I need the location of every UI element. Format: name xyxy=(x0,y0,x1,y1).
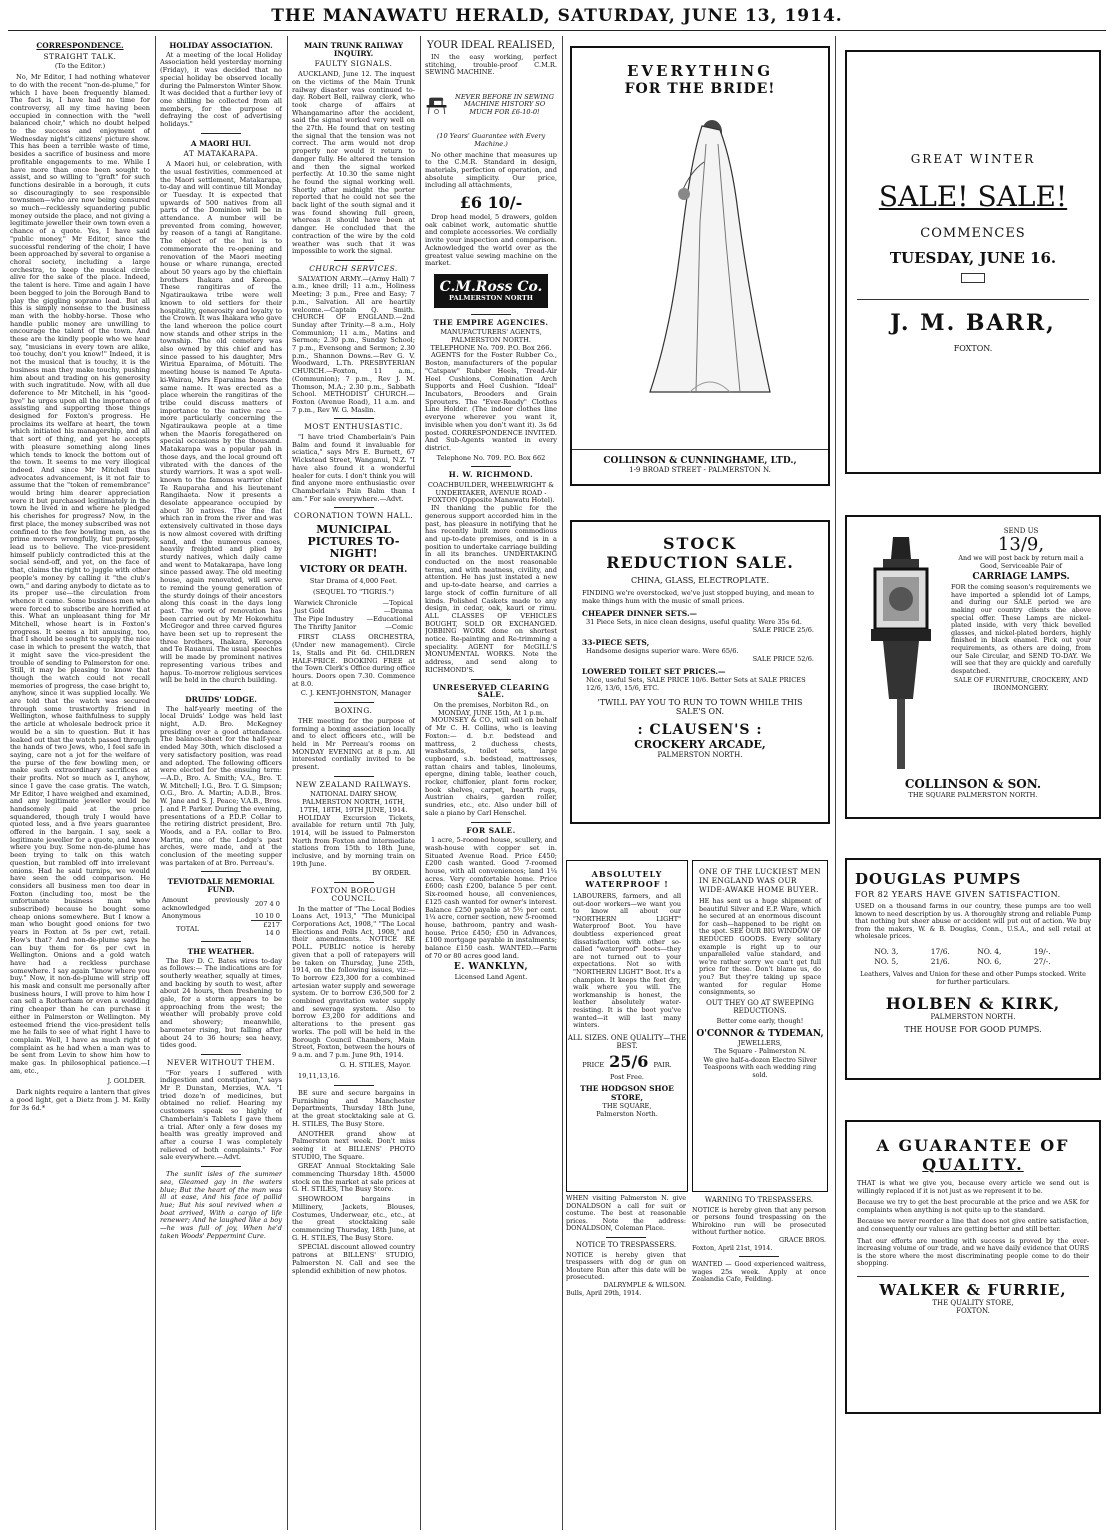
hall-heading: CORONATION TOWN HALL. xyxy=(293,511,414,521)
ad-item-desc: Handsome designs superior ware. Were 65/6. xyxy=(586,647,739,655)
article-body: HOLIDAY Excursion Tickets, available for return until 7th July, 1914, will be issued to Palmerston North from Foxton and intermediate stations from 15th to 18th June, inclusive, and by morning train on 19th June. xyxy=(292,813,415,868)
ad-body: THAT is what we give you, because every article we send out is willingly replaced if it is not just as we represent it to be. xyxy=(857,1179,1089,1195)
lamp-price: 13/9, xyxy=(997,534,1045,555)
article-body: A Maori hui, or celebration, with the usual festivities, commenced at the Maori settlement, Matakarapa, to-day and will continue till Monday or Tuesday. It is expected that upwards of 500 natives from all parts of the Dominion will be in attendance. A number will be prevented from coming, however, by reason of a tangi at Rangitane. The object of the hui is to commemorate the re-opening and renovation of the Maori meeting house or whare runanga, erected about 50 years ago by the chieftain brothers Ihakara and Kereopa. These rangitiras of the Ngatiraukawa tribe were well known to old settlers for their hospitality, generosity and loyalty to the Crown. It was Ihakara who gave the land whereon the police court now stands and other strips in the township. The old cemetery was also owned by this chief and has since passed to his daughter, Mrs Wiritua Eparaima, of Motuiti. The meeting house is named Te Aputa-ki-Wairau, Mrs Eparaima bears the same name. It was erected as a place wherein the rangitiras of the tribe could discuss matters of importance to the native race — more particularly concerning the Ngatiraukawa people at a time when the Maoris foregathered on special occasions by the thousand. Matakarapa was a popular pah in those days, and the local ground oft vibrated with the dances of the sturdy warriors. It was a spot well-known to the famous warrior chief Te Rauparaha and his lieutenant Rangihaeta. Now it presents a desolate appearance occupied by about 30 natives. The fine flat which ran in from the river and was extensively cultivated in those days is now almost covered with drifting sand, and the numerous canoes, heavily freighted and plied by sturdy natives, which daily came and went to Matakarapa, have long since passed away. The old meeting house, again renovated, will serve to remind the young generation of the sturdy doings of their ancestors along this coast in the days long past. The work of renovation has been carried out by Mr Hokowhitu McGregor and three carved figures have been set up to represent the three brothers, Ihakara, Kereopa and Te Rauanui. The usual speeches will be made by prominent natives representing various tribes and hapus. To-morrow religious services will be held in the church building. xyxy=(160,160,282,685)
ad-tel: Telephone No. 709. P.O. Box 662 xyxy=(436,453,546,462)
notice-body: NOTICE is hereby given that any person or persons found trespassing on the Whirokino run will be prosecuted without further notice. xyxy=(692,1205,826,1237)
bride-illustration-icon xyxy=(620,102,780,402)
fund-label: Amount previously acknowledged xyxy=(162,895,250,912)
table-row xyxy=(160,896,282,912)
ad-heading: FOR SALE. xyxy=(466,825,516,835)
winter-sale-ad xyxy=(845,50,1101,474)
ad-subheadline: FOR 82 YEARS HAVE GIVEN SATISFACTION. xyxy=(855,890,1061,899)
ad-item-desc: Nice, useful Sets, SALE PRICE 10/6. Better Sets at SALE PRICES 12/6, 13/6, 15/6, ETC. xyxy=(586,676,806,692)
ad-body: LABOURERS, farmers, and all out-door workers—we want you to know all about our "NORTHERN LIGHT" Waterproof Boot. You have doubtless experienced great dissatisfaction with other so-called "waterproof" boots—they are not turned out to your expectations. Not so with "NORTHERN LIGHT" Boot. It's a champion. It keeps the feet dry, walk where you will. The workmanship is honest, the leather absolutely water-resisting. It is the boot you've wanted—it will last many winters. xyxy=(573,892,681,1030)
bride-headline: EVERYTHING xyxy=(626,62,774,80)
machine-price: £6 10/- xyxy=(459,193,523,213)
ad-sub: COACHBUILDER, WHEELWRIGHT & UNDERTAKER, AVENUE ROAD - FOXTON (Opposite Manawatu Hotel). xyxy=(427,481,555,505)
firm-address: 1-9 BROAD STREET - PALMERSTON N. xyxy=(629,466,771,474)
ad-heading: UNRESERVED CLEARING SALE. xyxy=(432,682,550,700)
post-note: Post Free. xyxy=(610,1072,644,1081)
table-row xyxy=(292,599,415,607)
program-kind: —Topical xyxy=(382,599,413,608)
manager: C. J. KENT-JOHNSTON, Manager xyxy=(300,689,411,698)
store-type: JEWELLERS, xyxy=(738,1038,782,1047)
separator xyxy=(334,418,374,419)
separator xyxy=(334,507,374,508)
article-body: No, Mr Editor, I had nothing whatever to do with the recent "non-de-plume," for which I have been frequently blamed. The fact is, I have had no time for controversy, all my time having been occupied in connection with the "well balanced choir," which no doubt helped to the success and enjoyment of Wednesday night's citizens' picture show. This has been a terrible waste of time, besides a sacrifice of business and more profitable engagements to me. While I have more than once been sought to assist, and so willing to "graft" for such functions desirable in a borough, it cuts so discouragingly to see responsible townsmen—who are now being censured so much—recklessly squandering public money outside the place, and not giving a legitimate jeweller their own town even a chance of a quote. Yes, I have said "public money," Mr Editor, since the successful rendering of the choir, I have been approached by several to organise a choral society, including a large orchestra, to keep the musical circle alive for the sake of the place. Indeed, the talent is here. Time and again I have been begged to join the Borough Band to play the giggling soprano lead. But all this is simply nonsense to the business man with the hobby-horse. Those who handle public money are unwilling to encourage the talent of the town. And these are the kindly people who we hear say, "musicians in every town are alike, too touchy, don't you know!" Indeed, it is not the musical that is touchy, it is the business man they make touchy, pushing him about and trading on his generosity with such ingratitude. Now, with all due deference to Mr Mitchell, in his "good-bye" he urges upon all the importance of assisting and supporting those things designed for Foxton's progress. He proclaims its welfare at heart, the town which initiated his managership, and all that sort of thing, and yet he accepts with pleasure something along lines which tends to knock the bottom out of the town. It seems to me very illogical indeed. And since Mr Mitchell thus advocates advancement, is it not fair to assume that the "token of remembrance" would bring him dearer appreciation were it but purchased legitimately in the town he lived in and where he pledged his cherishes for progress? Now, in the first place, the money subscribed was not confined to the few bowling men, as the prime movers wrongfully, but purposely, lead us to believe. The vice-president himself publicly contradicted this at the social send-off, and yet, on the face of that, claims the right to juggle with other people's money by calling it "the club's own," and daring anybody to dictate as to its proper use—the circulation from whence it came. Some business men who were forced to subscribe are horrified at this. What an unpleasant thing for Mr Mitchell, whose heart is in Foxton's progress. It seems a bit amusing, too, that I should be sought to supply the nice case in which to present the watch, that it might save the vice-president the trouble of sending to Palmerston for one. Still, it may be pleasing to know that though the watch could not recall memories of progress, the case bright to, anyhow, since it was supplied locally. We are told that the watch was secured through some trustworthy friend in Wellington, whose faithfulness to supply the article at wholesale bedrock price it would be a sin to question. But it has leaked out that the watch passed through the hands of two Jews, who, I feel safe in saying, care not a jot for the welfare of the purse of the few bowling men, or make such extraordinary sacrifices at their profits. Not so much as I, anyhow, since I gave the case gratis. The watch, Mr Editor, I have weighed and examined, and any legitimate jeweller would be handsomely paid at the price squandered, though truly I would have quoted less, and a five years guarantee offered in the bargain. I say, seek a legitimate jeweller for a quote, and know where you buy. Some non-de-plume has been trying to talk on this watch question, but rambled off into irrelevant onions. Had he said turnips, we would have seen the odd comparison. He considers all business men too dear in Foxton (including too, most be the unfortunate business man who subscribed) because he bought some cheap onions somewhere. But I know a man who bought good onions for two years in Foxton at 5s per cwt, retail. How's that? And non-de-plume says he can buy them for 6s per cwt in Wellington. Onions and a gold watch have had a reckless purchase somewhere. I say again "know where you buy." Now, it non-de-plume will strip off his mask and consult me personally after business hours, I will prove to him how I can sell a Rotherham or even a wedding ring cheaper than he can purchase it either in Palmerston or Wellington. My esteemed friend the vice-president tells me he fails to see of what right I have to complain. Well, I have as much right of complaint as he had when a man was to be sent from Levin to show him how to make gas. In philosophical patience.—I am, etc., xyxy=(10,73,150,1075)
store-name: HOLBEN & KIRK, xyxy=(885,994,1061,1014)
program-kind: —Educational xyxy=(366,615,413,624)
column-divider xyxy=(420,36,421,1530)
separator xyxy=(334,702,374,703)
column-advertisements xyxy=(425,36,557,1530)
bride-ad xyxy=(570,46,830,486)
ad-headline: GREAT WINTER xyxy=(910,152,1036,166)
ad-heading: H. W. RICHMOND. xyxy=(448,470,534,480)
ad-line: SHOWROOM bargains in Millinery, Jackets, Blouses, Costumes, Underwear, etc., etc., at the great stocktaking sale commencing Thursday, 18th June, at G. H. STILES, The Busy Store. xyxy=(292,1195,415,1242)
separator xyxy=(201,689,241,690)
store-address: THE SQUARE, xyxy=(602,1101,652,1110)
section-heading: DRUIDS' LODGE. xyxy=(185,694,257,704)
article-body: At a meeting of the local Holiday Association held yesterday morning (Friday), it was decided that no special holiday be observed locally during the Palmerston Winter Show. It was decided that a further levy of one shilling be collected from all members, for the purpose of defraying the cost of advertising holidays." xyxy=(160,50,282,129)
store-name: CROCKERY ARCADE, xyxy=(634,738,766,751)
separator xyxy=(201,133,241,134)
footer-note: Dark nights require a lantern that gives a good light, get a Dietz from J. M. Kelly for 3s 6d.* xyxy=(10,1088,150,1112)
store-address: PALMERSTON NORTH. xyxy=(930,1013,1016,1022)
store-address: The Square - Palmerston N. xyxy=(713,1046,807,1055)
pictures-heading: MUNICIPAL PICTURES TO-NIGHT! xyxy=(307,523,400,561)
column-divider xyxy=(155,36,156,1530)
ornament-icon xyxy=(961,273,985,283)
logo-subtext: PALMERSTON NORTH xyxy=(448,293,534,302)
ad-note: Leathers, Valves and Union for these and other Pumps stocked. Write for further particulars. xyxy=(860,969,1086,986)
price-label: PRICE xyxy=(582,1060,605,1069)
ad-headline: QUALITY. xyxy=(922,1155,1024,1174)
mayor: G. H. STILES, Mayor. xyxy=(339,1060,411,1069)
store-address: PALMERSTON NORTH. xyxy=(657,751,743,759)
program-name: The Thrifty Janitor xyxy=(294,623,357,632)
pump-price: 17/6. xyxy=(930,946,950,956)
notices-right xyxy=(692,1195,826,1284)
section-heading: TEVIOTDALE MEMORIAL FUND. xyxy=(167,877,275,895)
price-unit: PAIR. xyxy=(653,1060,672,1069)
sale-date: TUESDAY, JUNE 16. xyxy=(889,249,1057,267)
table-row xyxy=(292,615,415,623)
notice-heading: WARNING TO TRESPASSERS. xyxy=(704,1196,814,1204)
ad-headline: REDUCTION SALE. xyxy=(606,553,794,572)
ad-headline: STOCK xyxy=(662,534,738,553)
fund-amount: 10 10 0 xyxy=(254,911,280,920)
section-heading: HOLIDAY ASSOCIATION. xyxy=(169,41,273,50)
fund-amount: 207 4 0 xyxy=(254,899,280,908)
separator xyxy=(334,776,374,777)
quality-guarantee-ad xyxy=(845,1120,1101,1414)
douglas-pumps-ad xyxy=(845,858,1101,1080)
table-row xyxy=(160,912,282,921)
fund-amount: £217 14 0 xyxy=(251,920,282,937)
separator xyxy=(471,679,511,680)
waterproof-ad xyxy=(566,860,688,1192)
section-heading: MOST ENTHUSIASTIC. xyxy=(304,422,403,432)
article-body: "I have tried Chamberlain's Pain Balm and found it invaluable for sciatica," says Mrs E. Burnett, 67 Wickstead Street, Wanganui, N.Z. "I have also found it a wonderful healer for cuts. I don't think you will find anyone more enthusiastic over Chamberlain's Pain Balm than I am." For sale everywhere.—Advt. xyxy=(292,433,415,503)
ad-body: Drop head model, 5 drawers, golden oak cabinet work, automatic shuttle and complete accessories. We cordially invite your inspection and comparison. Acknowledged the world over as the greatest value sewing machine on the market. xyxy=(425,213,557,268)
article-sub: (To the Editor.) xyxy=(54,62,106,71)
separator xyxy=(201,1166,241,1167)
silver-ad xyxy=(692,860,828,1192)
firm-name: COLLINSON & CUNNINGHAME, LTD., xyxy=(603,456,797,466)
column-divider xyxy=(562,36,563,1530)
notice-signature: GRACE BROS. xyxy=(778,1235,826,1244)
ad-note: Better come early, though! xyxy=(716,1016,804,1025)
ad-item-price: SALE PRICE 25/6. xyxy=(752,626,814,634)
pump-no: NO. 6, xyxy=(977,956,1002,966)
ad-line: ANOTHER grand show at Palmerston next week. Don't miss seeing it at BILLENS' PHOTO STUDIO, The Square. xyxy=(292,1129,415,1161)
article-body: The Rev D. C. Bates wires to-day as follows:— The indications are for southerly weather, squally at times, and backing by south to west, after about 24 hours, then freshening to gale, for a storm appears to be approaching from the west; the weather will probably prove cold and showery; meanwhile, barometer rising, but falling after about 24 to 36 hours; sea heavy, tides good. xyxy=(160,956,282,1050)
fund-label: TOTAL xyxy=(176,924,199,933)
never-before: NEVER BEFORE IN SEWING MACHINE HISTORY SO MUCH FOR £6-10-0! xyxy=(455,92,554,116)
notice-heading: NOTICE TO TRESPASSERS. xyxy=(575,1240,677,1249)
separator xyxy=(606,1237,646,1238)
notice-signature: DALRYMPLE & WILSON. xyxy=(603,1280,686,1289)
carriage-lamps-ad xyxy=(845,515,1101,819)
table-row xyxy=(872,947,1074,957)
ad-body: That our efforts are meeting with success is proved by the ever-increasing volume of our trade, and we have daily evidence that OURS is the store where the most discriminating people come to do their shopping. xyxy=(857,1236,1089,1268)
cm-ross-logo xyxy=(434,274,548,308)
ad-line: SPECIAL discount allowed country patrons at BILLENS' STUDIO, Palmerston N. Call and see the splendid exhibition of new photos. xyxy=(292,1243,415,1275)
ad-body: Because we try to get the best procurable at the price and we ASK for complaints when anything is not quite up to the standard. xyxy=(857,1198,1089,1214)
feature-title: VICTORY OR DEATH. xyxy=(299,565,408,576)
pump-price: 21/6. xyxy=(930,956,950,966)
store-name: THE HODGSON SHOE STORE, xyxy=(580,1083,674,1102)
article-body: In the matter of "The Local Bodies Loans Act, 1913," "The Municipal Corporations Act, 1908," "The Local Elections and Polls Act, 1908," and their amendments. NOTICE RE POLL. PUBLIC notice is hereby given that a poll of ratepayers will be taken on Thursday, June 25th, 1914, on the following issues, viz:— To borrow £23,300 for a combined artesian water supply and sewerage system. Or to borrow £36,500 for 2 combined gravitation water supply and sewerage system. Also to borrow £3,200 for additions and alterations to the present gas works. The poll will be held in the Borough Council Chambers, Main Street, Foxton, between the hours of 9 a.m. and 7 p.m. June 9th, 1914. xyxy=(292,904,415,1059)
program-name: The Pipe Industry xyxy=(294,615,354,624)
price-row xyxy=(567,1052,687,1071)
section-heading: FOXTON BOROUGH COUNCIL. xyxy=(311,886,396,903)
order: BY ORDER. xyxy=(372,869,411,878)
bride-subheadline: FOR THE BRIDE! xyxy=(624,81,776,97)
program-table xyxy=(292,599,415,631)
section-heading: CORRESPONDENCE. xyxy=(36,41,124,50)
ad-body: MOUNSEY & CO., will sell on behalf of Mr C. H. Collins, who is leaving Foxton:— d. b.r. bedstead and mattress, 2 duchess chests, washstands, toilet sets, large cupboard, s.b. bedstead, mattresses, rattan chairs and tables, linoleums, epergne, dining table, leather couch, rocker, chiffonier, plant form rocker, book shelves, carpet, hearth rugs, Austrian chairs, garden roller, sundries, etc., etc. Also under bill of sale a piano by Carl Henschel. xyxy=(425,716,557,817)
ad-subheadline: COMMENCES xyxy=(920,226,1026,241)
table-row xyxy=(292,607,415,615)
separator xyxy=(201,1054,241,1055)
program-name: Just Gold xyxy=(294,607,325,616)
article-body: "For years I suffered with indigestion and constipation," says Mr P. Dunstan, Merzies, W.A. "I tried doze'n of medicines, but obtained no relief. Hearing my customers speak so highly of Chamberlain's Tablets I gave them a trial. After only a few doses my health was greatly improved and after a course I was completely relieved of both complaints." For sale everywhere.—Advt. xyxy=(160,1068,282,1162)
feature-sub: Star Drama of 4,000 Feet. xyxy=(309,577,398,586)
separator xyxy=(334,882,374,883)
pump-no: NO. 5, xyxy=(874,956,899,966)
store-address: THE SQUARE PALMERSTON NORTH. xyxy=(908,791,1038,799)
notices-left xyxy=(566,1195,686,1297)
ad-sub: MANUFACTURERS' AGENTS, PALMERSTON NORTH. xyxy=(440,328,542,345)
store-name: : CLAUSEN'S : xyxy=(637,722,763,738)
store-name: WALKER & FURRIE, xyxy=(879,1280,1067,1299)
pump-price: 27/-. xyxy=(1033,956,1051,966)
sewing-ad-graphic xyxy=(425,81,557,129)
ad-headline: ABSOLUTELY xyxy=(591,869,663,879)
separator xyxy=(334,1085,374,1086)
signature: J. GOLDER. xyxy=(107,1076,146,1085)
separator xyxy=(471,314,511,315)
ad-heading: YOUR IDEAL REALISED, xyxy=(427,40,555,51)
separator xyxy=(471,822,511,823)
section-heading: MAIN TRUNK RAILWAY INQUIRY. xyxy=(303,41,404,58)
ad-headline: A GUARANTEE OF xyxy=(876,1136,1070,1155)
section-heading: NEW ZEALAND RAILWAYS. xyxy=(295,779,412,789)
column-divider xyxy=(287,36,288,1530)
separator xyxy=(471,466,511,467)
lamp-ad-footer xyxy=(847,777,1099,799)
lamp-ad-text xyxy=(951,527,1091,693)
ad-tel: TELEPHONE No. 709. P.O. Box 266. xyxy=(430,343,552,352)
ad-tagline: 'TWILL PAY YOU TO RUN TO TOWN WHILE THIS SALE'S ON. xyxy=(597,698,803,716)
ad-body: FOR the coming season's requirements we have imported a splendid lot of Lamps, and during our SALE period we are making our country clients the above special offer. These Lamps are nickel-plated inside, with very thick bevelled glasses, and nickel-plated borders, highly finished in black enamel. Pick out your requirements, as others are doing, from our Sale Circular, and SEND TO-DAY. We will see that they are quickly and carefully despatched. xyxy=(951,583,1091,675)
column-divider xyxy=(835,36,836,1530)
ad-lead: SEND US xyxy=(1003,527,1039,535)
masthead: THE MANAWATU HERALD, SATURDAY, JUNE 13, 1914. xyxy=(271,6,843,26)
ad-tagline: THE HOUSE FOR GOOD PUMPS. xyxy=(904,1025,1042,1035)
pump-price: 19/-. xyxy=(1033,946,1051,956)
ad-headline: ONE OF THE LUCKIEST MEN IN ENGLAND WAS OUR WIDE-AWAKE HOME BUYER. xyxy=(699,867,821,894)
program-kind: —Drama xyxy=(383,607,413,616)
ad-line: GREAT Annual Stocktaking Sale commencing Thursday 18th. 45000 stock on the market at sale prices at G. H. STILES, The Busy Store. xyxy=(292,1162,415,1194)
ad-body: IN the easy working, perfect stitching, trouble-proof C.M.R. SEWING MACHINE. xyxy=(425,53,557,77)
railway-sub: NATIONAL DAIRY SHOW, PALMERSTON NORTH, 16TH, 17TH, 18TH, 19TH JUNE, 1914. xyxy=(299,790,408,814)
notice-date: Foxton, April 21st, 1914. xyxy=(692,1243,773,1252)
store-name: O'CONNOR & TYDEMAN, xyxy=(696,1028,824,1039)
column-news-notices xyxy=(292,36,415,1530)
separator xyxy=(334,260,374,261)
program-kind: —Comic xyxy=(385,623,413,632)
ad-headline-sale: SALE! SALE! xyxy=(878,180,1068,213)
ad-sub: On the premises, Norbiton Rd., on MONDAY, JUNE 15th, At 1 p.m. xyxy=(433,701,549,717)
pump-no: NO. 4, xyxy=(977,946,1002,956)
wanted-ad: WANTED — Good experienced waitress, wages 25s week. Apply at once Zealandia Cafe, Feilding. xyxy=(692,1260,826,1284)
fund-table xyxy=(160,896,282,937)
section-heading: BOXING. xyxy=(334,706,373,716)
article-body: THE meeting for the purpose of forming a boxing association locally and to elect officers etc., will be held in Mr Perreau's rooms on MONDAY EVENING at 8 p.m. All interested cordially invited to be present. xyxy=(292,716,415,772)
table-row xyxy=(160,920,282,937)
ad-body: And we will post back by return mail a Good, Serviceable Pair of xyxy=(958,554,1084,570)
stock-reduction-ad xyxy=(570,520,830,824)
section-heading: NEVER WITHOUT THEM. xyxy=(166,1057,276,1067)
ad-body: HE has sent us a huge shipment of beautiful Silver and E.P. Ware, which he secured at an enormous discount for cash—happened to be right on the spot. SEE OUR BIG WINDOW OF REDUCED GOODS. Every solitary example is right up to our unparalleled value standard, and we're rather sorry we can't get full price for these. Don't blame us, do you? But they're taking up space wanted for regular Home consignments, so xyxy=(699,897,821,997)
ad-item: 33-PIECE SETS, xyxy=(582,638,650,647)
ad-body: IN thanking the public for the generous support accorded him in the past, has pleasure in notifying that he has recently built more commodious and up-to-date premises, and is in a position to undertake carriage building in all its branches. UNDERTAKING conducted on the most reasonable terms, and with neatness, civility, and attention. He has just instated a new and up-to-date hearse, and carries a large stock of coffin furniture of all kinds. Polished Caskets made to any design, in cedar, oak, kauri or rimu. ALL CLASSES OF VEHICLES BOUGHT, SOLD OR EXCHANGED. JOBBING WORK done on shortest notice. Re-painting and Re-trimming a speciality. AGENT for McGILL'S MONUMENTAL WORKS. Note the address, and send along to RICHMOND'S. xyxy=(425,504,557,674)
ad-body: SALE OF FURNITURE, CROCKERY, AND IRONMONGERY. xyxy=(953,676,1089,692)
carriage-lamp-icon xyxy=(853,529,949,779)
ad-sizes: ALL SIZES. ONE QUALITY—THE BEST. xyxy=(567,1033,687,1050)
dates: 19,11,13,16. xyxy=(298,1072,340,1081)
column-local-news xyxy=(160,36,282,1530)
section-heading: A MAORI HUI. xyxy=(190,138,252,148)
ad-heading: THE EMPIRE AGENCIES. xyxy=(433,317,549,327)
store-city: Palmerston North. xyxy=(596,1109,658,1118)
ad-body: We give half-a-dozen Electro Silver Teaspoons with each wedding ring sold. xyxy=(703,1055,817,1079)
ad-headline: CARRIAGE LAMPS. xyxy=(972,572,1070,583)
bride-footer xyxy=(572,449,828,474)
store-name: J. M. BARR, xyxy=(890,310,1056,336)
sewing-machine-icon xyxy=(425,81,448,129)
section-heading: THE WEATHER. xyxy=(187,946,255,956)
store-city: FOXTON. xyxy=(956,1306,990,1315)
ad-line: BE sure and secure bargains in Furnishing and Manchester Departments, Thursday 18th June, at the great stocktaking sale at G. H. STILES, The Busy Store. xyxy=(292,1089,415,1128)
column-correspondence xyxy=(10,36,150,1530)
orchestra-note: FIRST CLASS ORCHESTRA, (Under new management). Circle 1s, Stalls and Pit 6d. CHILDREN HALF-PRICE. BOOKING FREE at the Town Clerk's Office during office hours. Doors open 7.30. Commence at 8.0. xyxy=(292,633,415,688)
program-name: Warwick Chronicle xyxy=(294,599,358,608)
ad-headline: DOUGLAS PUMPS xyxy=(855,870,1022,888)
agent-title: Licensed Land Agent. xyxy=(454,973,528,982)
pump-no: NO. 3, xyxy=(874,946,899,956)
guarantee-note: (10 Years' Guarantee with Every Machine.) xyxy=(436,132,546,148)
notice-date: Bulls, April 29th, 1914. xyxy=(566,1288,642,1297)
article-body: SALVATION ARMY.—(Army Hall) 7 a.m., knee drill; 11 a.m., Holiness Meeting; 3 p.m., Free and Easy; 7 p.m., Salvation. All are heartily welcome.—Captain Q. Smith. CHURCH OF ENGLAND.—2nd Sunday after Trinity.—8 a.m., Holy Communion; 11 a.m., Matins and Sermon; 2.30 p.m., Sunday School; 7 p.m., Evensong and Sermon; 2.30 p.m., Shannon Downs.—Rev G. V. Woodward, L.Th. PRESBYTERIAN CHURCH.—Foxton, 11 a.m., (Communion); 7 p.m., Rev J. M. Thomson, M.A.; 2.30 p.m., Sabbath School. METHODIST CHURCH.—Foxton (Avenue Road), 11 a.m. and 7 p.m., Rev W. G. Maslin. xyxy=(292,274,415,414)
ad-body: USED on a thousand farms in our country, these pumps are too well known to need description by us. A thoroughly strong and reliable Pump that nothing but sheer abuse or accident will put out of action. We buy from the makers, W. & B. Douglas, Conn., U.S.A., and sell retail at wholesale prices. xyxy=(855,902,1091,941)
ad-body: No other machine that measures up to the C.M.R. Standard in design, materials, perfection of operation, and absolute simplicity. Our price, including all attachments, xyxy=(425,150,557,190)
ad-item-price: SALE PRICE 52/6. xyxy=(752,655,814,663)
table-row xyxy=(872,957,1074,967)
ad-body: FINDING we're overstocked, we've just stopped buying, and mean to make things hum with the music of small prices. xyxy=(582,589,814,605)
article-body: AUCKLAND, June 12. The inquest on the victims of the Main Trunk railway disaster was continued to-day. Robert Bell, railway clerk, who took charge of affairs at Whangamarino after the accident, said the signal worked very well on the 27th. He found that on testing the signal that the tension was not correct. The arm would not drop properly nor would it return to danger fully. He altered the tension and then the signal worked perfectly. At 10.30 the same night he found the signal working well. Shortly after midnight the porter reported that he could not see the back light of the south signal and it was found showing full green, whereas it should have been at danger. He concluded that the contraction of the wire by the cold weather was such that it was impossible to work the signal. xyxy=(292,70,415,256)
feature-sequel: (SEQUEL TO "TIGRIS.") xyxy=(313,587,394,596)
ad-item: LOWERED TOILET SET PRICES.— xyxy=(582,667,726,676)
article-body: The half-yearly meeting of the local Druids' Lodge was held last night, A.D. Bro. McKegney presiding over a good attendance. The balance-sheet for the half-year ended May 30th, which disclosed a very satisfactory position, was read and adopted. The following officers were elected for the ensuing term:—A.D., Bro. A. Smith; V.A., Bro. T. W. Mitchell; I.G., Bro. T. G. Simpson; O.G., Bro. A. Martin; A.D.B., Bros. W. Jane and S. J. Peace; V.A.B., Bros. J. and P. Parker. During the evening, presentations of a P.D.P. Collar to the retiring district president, Bro. Woods, and a P.A. collar to Bro. Martin, one of the Lodge's past arches, were made, and at the conclusion of the meeting supper was partaken of at Bro. Perreau's. xyxy=(160,704,282,867)
agent-name: E. WANKLYN, xyxy=(453,961,529,972)
ad-subheadline: CHINA, GLASS, ELECTROPLATE. xyxy=(630,576,769,585)
boot-price: 25/6 xyxy=(609,1051,649,1071)
store-city: FOXTON. xyxy=(953,344,993,353)
poem: The sunlit isles of the summer sea, Gleamed gay in the waters blue; But the heart of the man was ill at ease, And his face of pallid hue; But his soul revived when a boat arrived, With a cargo of life renewer; And he laughed like a boy—he was full of joy, When he'd taken Woods' Peppermint Cure. xyxy=(160,1170,282,1240)
table-row xyxy=(292,623,415,631)
pump-price-table xyxy=(872,947,1074,967)
ad-item: CHEAPER DINNER SETS.— xyxy=(582,609,698,618)
section-subheading: FAULTY SIGNALS. xyxy=(314,59,393,69)
fund-label: Anonymous xyxy=(162,912,201,921)
ad-body: 1 acre, 5-roomed house, scullery, and wash-house with copper set in. Situated Avenue Road. Price £450; £200 cash wanted. Good 7-roomed house, with all conveniences; land 1¼ acres. Very comfortable home. Price £600; cash £200, balance 5 per cent. Six-roomed house, all conveniences, £125 cash wanted for owner's interest. Balance £250 payable at 5½ per cent. 1¼ acre, corner section, new 5-roomed house, bathroom, pantry and wash-house. Price £450; £50 in Advances, £100 mortgage payable in instalments; balance £150 cash. WANTED.—Farm of 70 or 80 acres good land. xyxy=(425,836,557,960)
section-heading: CHURCH SERVICES. xyxy=(309,263,398,273)
ad-body: AGENTS for the Foster Rubber Co., Boston, manufacturers of the popular "Catspaw" Rubber Heels, Tread-Air Heel Cushions, Combination Arch Supports and Heel Cushion. "Ideal" Incubators, Brooders and Grain Sprouters. The "Ever-Ready" Clothes Line Holder. (The indoor clothes line everyone wherever you want it, invisible when you don't want it). 3s 6d posted. CORRESPONDENCE INVITED. And Sub-Agents wanted in every district. xyxy=(425,351,557,452)
masthead-rule xyxy=(8,30,1106,31)
store-name: COLLINSON & SON. xyxy=(904,777,1042,791)
separator xyxy=(201,941,241,942)
ad-item-desc: 31 Piece Sets, in nice clean designs, useful quality. Were 35s 6d. xyxy=(586,618,802,626)
ad-headline: WATERPROOF ! xyxy=(585,879,669,889)
ad-body: WHEN visiting Palmerston N. give DONALDSON a call for suit or costume. The best at reasonable prices. Note the address: DONALDSON, Coleman Place. xyxy=(566,1194,686,1233)
section-subheading: AT MATAKARAPA. xyxy=(183,149,259,159)
ad-tagline: OUT THEY GO AT SWEEPING REDUCTIONS. xyxy=(706,998,814,1015)
store-tagline: THE QUALITY STORE, xyxy=(932,1298,1014,1307)
separator xyxy=(739,1256,779,1257)
notice-body: NOTICE is hereby given that trespassers with dog or gun on Moutere Run after this date will be prosecuted. xyxy=(566,1250,686,1282)
article-title: STRAIGHT TALK. xyxy=(43,51,117,61)
ad-body: Because we never reorder a line that does not give entire satisfaction, and consequently our values are getting better and still better. xyxy=(857,1217,1089,1233)
logo-text: C.M.Ross Co. xyxy=(439,278,543,295)
separator xyxy=(201,871,241,872)
